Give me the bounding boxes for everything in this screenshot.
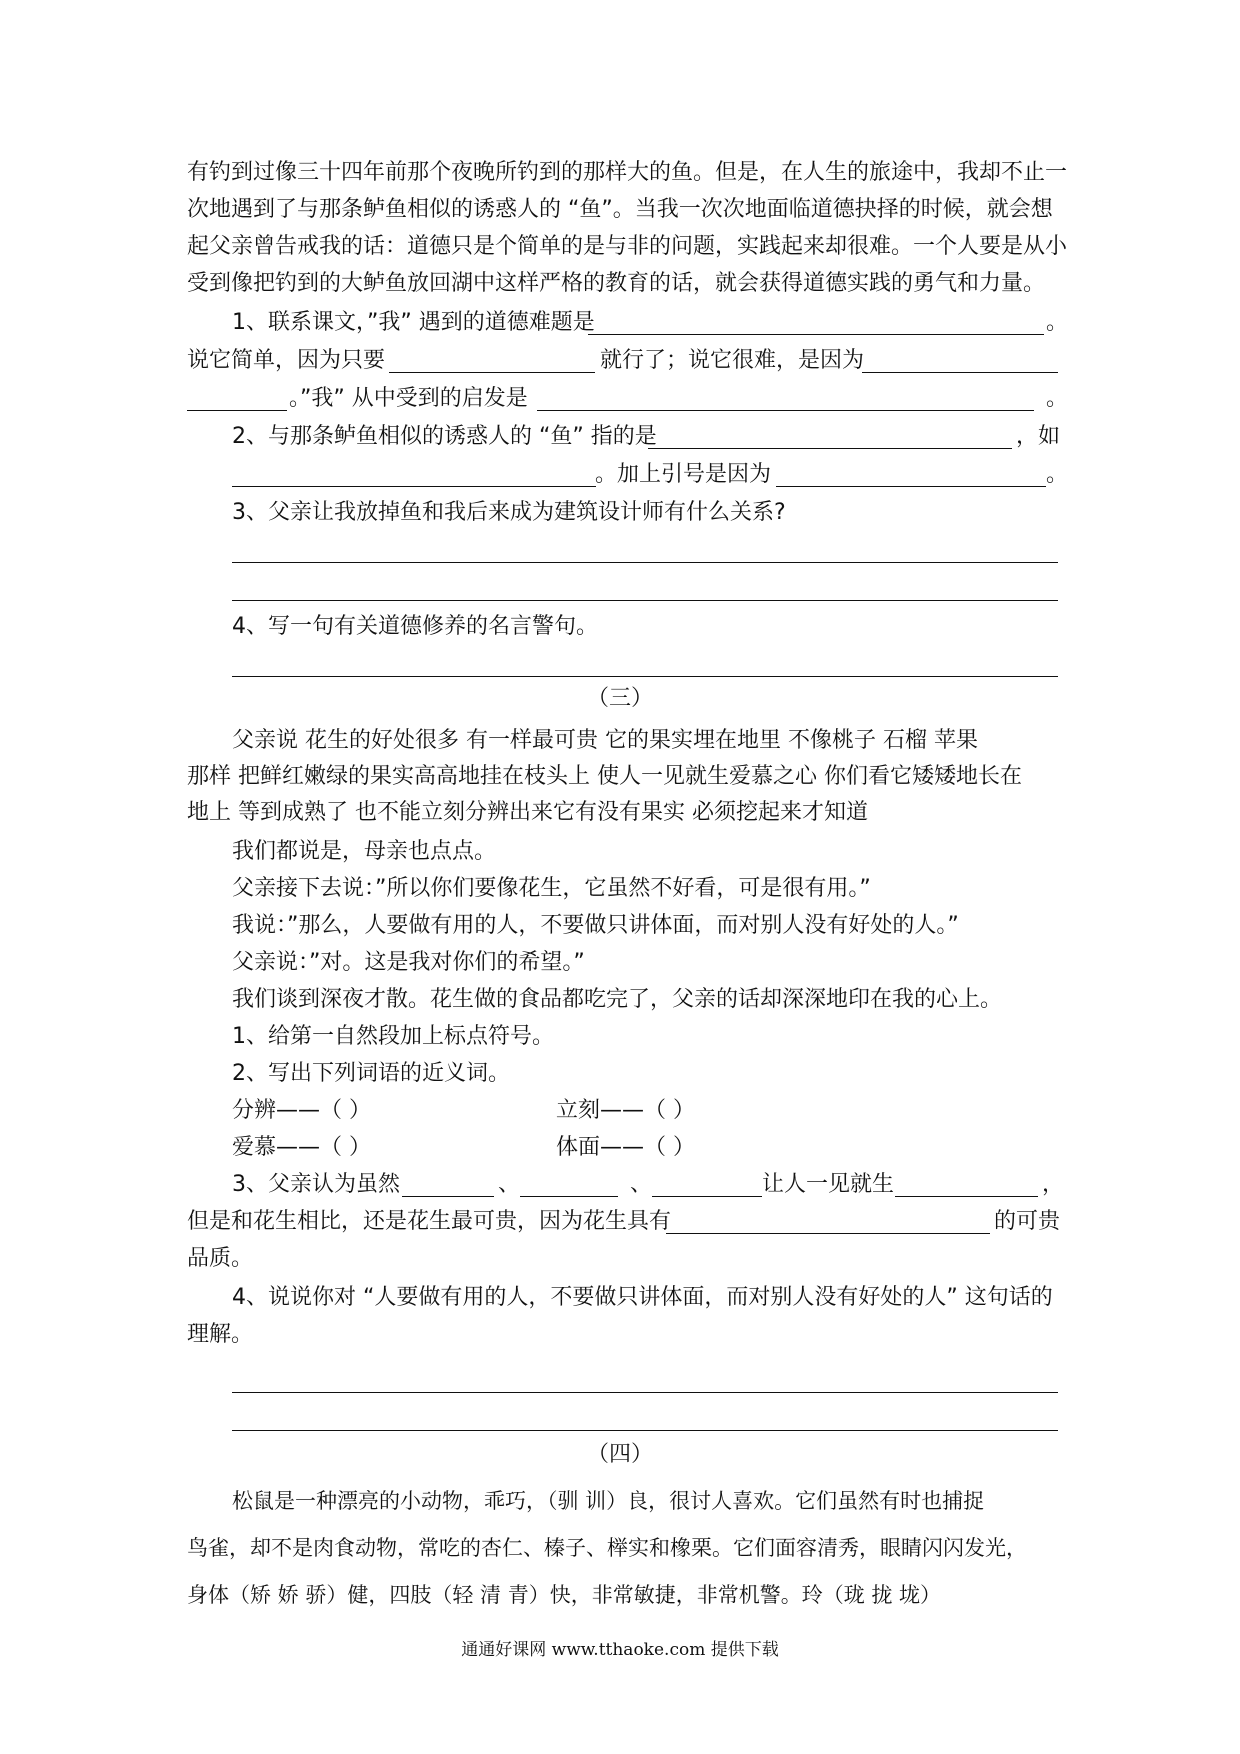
paragraph: 父亲说：”对。这是我对你们的希望。” (232, 950, 585, 975)
punct: 、 (630, 1172, 653, 1197)
punct: 。 (1046, 386, 1069, 411)
passage-line: 起父亲曾告戒我的话：道德只是个简单的是与非的问题，实践起来却很难。一个人要是从小 (187, 234, 1068, 259)
answer-line[interactable] (232, 600, 1058, 601)
question-1-line3: 。”我” 从中受到的启发是 (289, 386, 528, 411)
answer-line[interactable] (232, 676, 1058, 677)
punct: ， (1042, 1172, 1065, 1197)
question-1: 1、联系课文，”我” 遇到的道德难题是 (232, 310, 595, 335)
synonym-item[interactable]: 立刻——（ ） (556, 1098, 695, 1123)
section-heading: （四） (586, 1442, 653, 1467)
passage-line: 次地遇到了与那条鲈鱼相似的诱惑人的 “鱼”。当我一次次地面临道德抉择的时候，就会想 (187, 197, 1053, 222)
answer-blank[interactable] (895, 1196, 1038, 1197)
answer-blank[interactable] (520, 1196, 618, 1197)
answer-blank[interactable] (402, 1196, 494, 1197)
question-3-line3: 品质。 (187, 1246, 254, 1271)
answer-blank[interactable] (232, 486, 596, 487)
question-1-line2: 说它简单，因为只要 (187, 348, 386, 373)
passage-line: 受到像把钓到的大鲈鱼放回湖中这样严格的教育的话，就会获得道德实践的勇气和力量。 (187, 271, 1046, 296)
answer-line[interactable] (232, 562, 1058, 563)
answer-blank[interactable] (652, 1196, 762, 1197)
question-2: 2、写出下列词语的近义词。 (232, 1061, 510, 1086)
answer-line[interactable] (232, 1430, 1058, 1431)
footer-credit: 通通好课网 www.tthaoke.com 提供下载 (461, 1640, 779, 1660)
question-3-line2-end: 的可贵 (994, 1209, 1061, 1234)
question-4: 4、写一句有关道德修养的名言警句。 (232, 614, 598, 639)
passage-line: 身体（矫 娇 骄）健，四肢（轻 清 青）快，非常敏捷，非常机警。玲（珑 拢 垅） (187, 1583, 942, 1607)
passage-line: 有钓到过像三十四年前那个夜晚所钓到的那样大的鱼。但是，在人生的旅途中，我却不止一 (187, 160, 1068, 185)
punct: 。 (1046, 310, 1069, 335)
paragraph-unpunctuated: 地上 等到成熟了 也不能立刻分辨出来它有没有果实 必须挖起来才知道 (187, 800, 868, 825)
answer-line[interactable] (232, 1392, 1058, 1393)
question-4: 4、说说你对 “人要做有用的人，不要做只讲体面，而对别人没有好处的人” 这句话的 (232, 1285, 1053, 1310)
question-2-line2: 。加上引号是因为 (595, 462, 772, 487)
section-heading: （三） (586, 686, 653, 711)
question-1-line2-mid: 就行了；说它很难，是因为 (600, 348, 865, 373)
paragraph-unpunctuated: 那样 把鲜红嫩绿的果实高高地挂在枝头上 使人一见就生爱慕之心 你们看它矮矮地长在 (187, 764, 1022, 789)
paragraph: 我们谈到深夜才散。花生做的食品都吃完了，父亲的话却深深地印在我的心上。 (232, 987, 1003, 1012)
answer-blank[interactable] (588, 334, 1044, 335)
synonym-item[interactable]: 爱慕——（ ） (232, 1135, 371, 1160)
paragraph: 我说：”那么，人要做有用的人，不要做只讲体面，而对别人没有好处的人。” (232, 913, 959, 938)
paragraph: 父亲接下去说：”所以你们要像花生，它虽然不好看，可是很有用。” (232, 876, 871, 901)
answer-blank[interactable] (776, 486, 1046, 487)
synonym-item[interactable]: 体面——（ ） (556, 1135, 695, 1160)
paragraph: 我们都说是，母亲也点点。 (232, 839, 497, 864)
answer-blank[interactable] (648, 448, 1012, 449)
answer-blank[interactable] (862, 372, 1058, 373)
question-3-line2: 但是和花生相比，还是花生最可贵，因为花生具有 (187, 1209, 672, 1234)
question-3: 3、父亲认为虽然 (232, 1172, 400, 1197)
question-1: 1、给第一自然段加上标点符号。 (232, 1024, 554, 1049)
answer-blank[interactable] (187, 410, 287, 411)
passage-line: 鸟雀，却不是肉食动物，常吃的杏仁、榛子、榉实和橡栗。它们面容清秀，眼睛闪闪发光， (187, 1536, 1027, 1560)
question-3: 3、父亲让我放掉鱼和我后来成为建筑设计师有什么关系? (232, 500, 786, 525)
question-4-line2: 理解。 (187, 1322, 254, 1347)
punct: ，如 (1016, 424, 1061, 449)
paragraph-unpunctuated: 父亲说 花生的好处很多 有一样最可贵 它的果实埋在地里 不像桃子 石榴 苹果 (232, 728, 978, 753)
punct: 、 (498, 1172, 521, 1197)
question-2: 2、与那条鲈鱼相似的诱惑人的 “鱼” 指的是 (232, 424, 657, 449)
answer-blank[interactable] (389, 372, 595, 373)
passage-line: 松鼠是一种漂亮的小动物，乖巧，（驯 训）良，很讨人喜欢。它们虽然有时也捕捉 (232, 1489, 985, 1513)
punct: 。 (1046, 462, 1069, 487)
synonym-item[interactable]: 分辨——（ ） (232, 1098, 371, 1123)
answer-blank[interactable] (666, 1233, 990, 1234)
question-3-mid: 让人一见就生 (762, 1172, 895, 1197)
answer-blank[interactable] (537, 410, 1034, 411)
